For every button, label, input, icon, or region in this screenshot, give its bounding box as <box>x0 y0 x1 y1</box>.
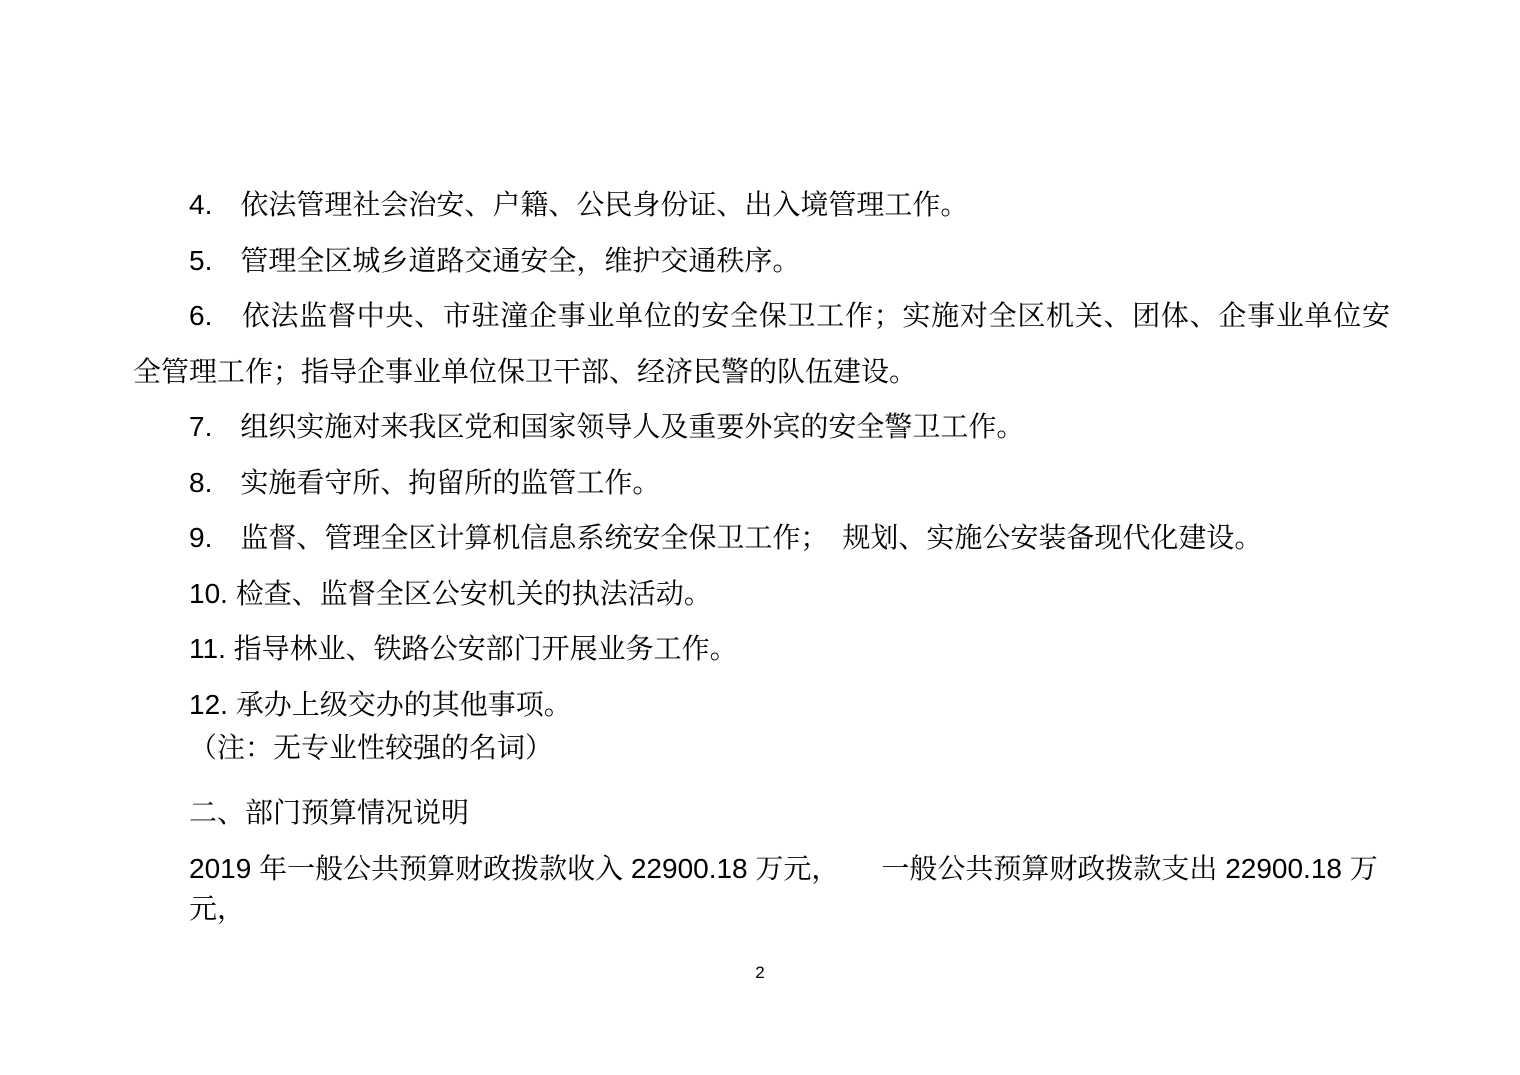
budget-summary-line: 2019 年一般公共预算财政拨款收入 22900.18 万元， 一般公共预算财政拨款支出 22900.18 万元， <box>189 853 1378 924</box>
list-item-8: 8. 实施看守所、拘留所的监管工作。 <box>189 467 661 498</box>
note-line: （注：无专业性较强的名词） <box>189 732 554 763</box>
list-item-7: 7. 组织实施对来我区党和国家领导人及重要外宾的安全警卫工作。 <box>189 411 1025 442</box>
list-item-6-line-2: 全管理工作；指导企事业单位保卫干部、经济民警的队伍建设。 <box>133 356 918 387</box>
list-item-5: 5. 管理全区城乡道路交通安全，维护交通秩序。 <box>189 245 801 276</box>
list-item-10: 10. 检查、监督全区公安机关的执法活动。 <box>189 578 712 609</box>
list-item-4: 4. 依法管理社会治安、户籍、公民身份证、出入境管理工作。 <box>189 189 969 220</box>
list-item-9: 9. 监督、管理全区计算机信息系统安全保卫工作； 规划、实施公安装备现代化建设。 <box>189 522 1263 553</box>
page-number: 2 <box>755 963 765 982</box>
list-item-12: 12. 承办上级交办的其他事项。 <box>189 689 572 720</box>
section-heading-budget-explanation: 二、部门预算情况说明 <box>189 797 470 828</box>
list-item-6-line-1: 6. 依法监督中央、市驻潼企事业单位的安全保卫工作；实施对全区机关、团体、企事业单位安 <box>189 300 1390 331</box>
list-item-11: 11. 指导林业、铁路公安部门开展业务工作。 <box>189 633 738 664</box>
